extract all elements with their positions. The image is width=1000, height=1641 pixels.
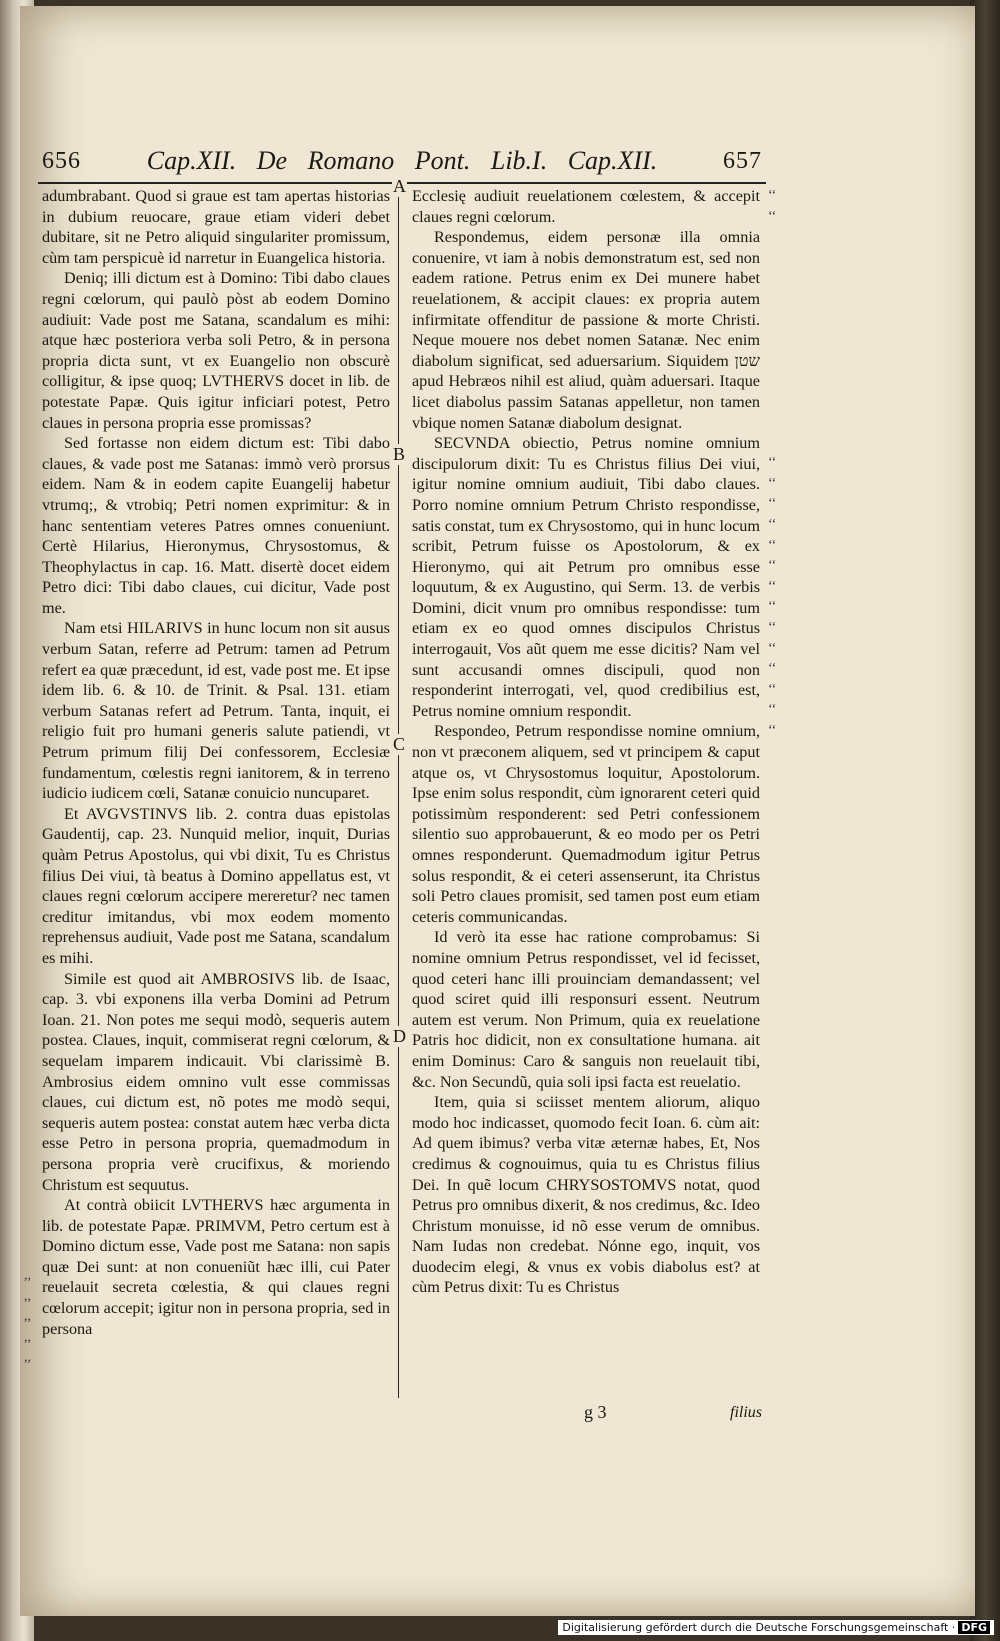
paragraph: adumbrabant. Quod si graue est tam apertas historias in dubium reuocare, graue etiam videri debet dubitare, sit ne Petro aliquid singulariter promissum, cùm tam perspicuè id narretur in Euangelica historia. <box>42 187 390 267</box>
paragraph: Nam etsi HILARIVS in hunc locum non sit ausus verbum Satan, referre ad Petrum: tamen ad Petrum refert ea quæ præcedunt, id est, vade post me. Et ipse idem lib. 6. & 10. de Trinit. & Psal. 131. etiam verbum Satanas refert ad Petrum. Tanta, inquit, ei religio fuit pro humani generis salute patiendi, vt Petrum primum filij Dei confessorem, Ecclesiæ fundamentum, cœlestis regni ianitorem, & in terreno iudicio iudicem cœli, Satanæ conuicio nuncuparet. <box>42 619 390 803</box>
section-marker-c: C <box>393 734 406 754</box>
left-column <box>42 186 390 1339</box>
dfg-logo: DFG <box>958 1621 990 1634</box>
paragraph: Sed fortasse non eidem dictum est: Tibi dabo claues, & vade post me Satanas: immò verò prorsus eidem. Nam & in eodem capite Euangelij habetur vtrumq;, & vtrobiq; Petri nomen exprimitur: & in hanc sententiam veteres Patres omnes conueniunt. Certè Hilarius, Hieronymus, Chrysostomus, & Theophylactus in cap. 16. Matt. disertè docet eidem Petro dici: Tibi dabo claues, cui dicitur, Vade post me. <box>42 434 390 617</box>
right-column <box>412 186 760 1298</box>
paragraph: Simile est quod ait AMBROSIVS lib. de Isaac, cap. 3. vbi exponens illa verba Domini ad Petrum Ioan. 21. Non potes me sequi modò, sequeris autem postea. Claues, inquit, commiserat regni cœlorum, & sequelam imparem indicauit. Vbi clarissimè B. Ambrosius eidem omnino vult esse commissas claues, cui dictum est, nõ potes me modò sequi, sequeris autem postea: constat autem hæc verba dicta esse Petro in persona propria, quemadmodum in persona propria verè crucifixus, & moriendo Christum est sequutus. <box>42 969 390 1194</box>
quotation-marks-right: ‘‘ ‘‘ ‘‘ ‘‘ ‘‘ ‘‘ ‘‘ ‘‘ ‘‘ ‘‘ ‘‘ ‘‘ ‘‘ ‘‘ ‘‘ ‘‘ <box>768 188 777 738</box>
paragraph: Ecclesię audiuit reuelationem cœlestem, & accepit claues regni cœlorum. <box>412 187 760 226</box>
paragraph: At contrà obiicit LVTHERVS hæc argumenta in lib. de potestate Papæ. PRIMVM, Petro certum est à Domino dictum esse, Vade post me Satana: non sapis quæ Dei sunt: at non conueniũt hæc illi, cui Pater reuelauit secreta cœlestia, & qui claues regni cœlorum accepit; igitur non in persona propria, sed in persona <box>42 1196 390 1338</box>
paragraph: Et AVGVSTINVS lib. 2. contra duas epistolas Gaudentij, cap. 23. Nunquid melior, inquit, Durias quàm Petrus Apostolus, qui vbi dixit, Tu es Christus filius Dei viui, tà beatus à Domino appellatus est, vt claues regni cœlorum accipere mereretur? nec tamen creditur imitandus, vbi mox eodem momento reprehensus audiuit, Vade post me Satana, scandalum es mihi. <box>42 804 390 967</box>
section-marker-a: A <box>393 176 406 196</box>
section-marker-b: B <box>393 444 406 464</box>
digitization-footer <box>558 1620 994 1635</box>
catchword: filius <box>730 1404 763 1421</box>
footer-text: Digitalisierung gefördert durch die Deutsche Forschungsgemeinschaft · <box>562 1621 956 1634</box>
paragraph: Id verò ita esse hac ratione comprobamus: Si nomine omnium Petrus respondisset, vel id fecisset, quod ceteri hanc illi prouinciam demandassent; vel quod sciret quid illi responsuri essent. Neutrum autem est verum. Non Primum, quia ex reuelatione Patris hoc didicit, non ex consultatione humana. ait enim Dominus: Caro & sanguis non reuelauit tibi, &c. Non Secundũ, quia soli ipsi facta est reuelatio. <box>412 928 760 1091</box>
paragraph: SECVNDA obiectio, Petrus nomine omnium discipulorum dixit: Tu es Christus filius Dei viui, igitur nomine omnium audiuit, Tibi dabo claues. Porro nomine omnium Petrum Christo respondisse, satis constat, tum ex Chrysostomo, qui in hunc locum scribit, Petrum fuisse os Apostolorum, & ex Hieronymo, qui ait Petrum pro omnibus esse loquutum, & ex Augustino, qui Serm. 13. de verbis Domini, dicit vnum pro omnibus respondisse: tum etiam ex eo quod omnes discipulos Christus interrogauit, Vos aũt quem me esse dicitis? Nam vel sunt accusandi omnes discipuli, quod non responderint interrogati, vel, quod credibilius est, Petrus nomine omnium respondit. <box>412 434 760 720</box>
signature-mark: g 3 <box>584 1402 607 1422</box>
paragraph: Item, quia si sciisset mentem aliorum, aliquo modo hoc indicasset, quomodo fecit Ioan. 6. cùm ait: Ad quem ibimus? verba vitæ æternæ habes, Et, Nos credimus & cognouimus, quia tu es Christus filius Dei. In quẽ locum CHRYSOSTOMVS notat, quod Petrus pro omnibus dixerit, & nos credimus, &c. Ideo Christum monuisse, id nõ esse verum de omnibus. Nam Iudas non credebat. Nónne ego, inquit, vos duodecim elegi, & vnus ex vobis diabolus est? at cùm Petrus dixit: Tu es Christus <box>412 1093 760 1297</box>
paragraph: Deniq; illi dictum est à Domino: Tibi dabo claues regni cœlorum, qui paulò pòst ab eodem Domino audiuit: Vade post me Satana, scandalum es mihi: atque hæc posteriora verba soli Petro, & in persona propria dicta sunt, vt ex Euangelio non obscurè colligitur, & ipse quoq; LVTHERVS docet in lib. de potestate Papæ. Quis igitur inficiari potest, Petro claues in persona propria esse promissas? <box>42 269 390 432</box>
page-number-right: 657 <box>723 148 762 174</box>
paragraph: Respondemus, eidem personæ illa omnia conuenire, vt iam à nobis demonstratum est, sed non eadem ratione. Petrus enim ex Dei munere habet reuelationem, & accipit claues: ex propria autem infirmitate offenditur de passione & morte Christi. Neque mouere nos debet nomen Satanæ. Nec enim diabolum significat, sed aduersarium. Siquidem שטן apud Hebræos nihil est aliud, quàm aduersari. Itaque licet diabolus passim Satanas appelletur, non tamen vbique nomen Satanæ diabolum designat. <box>412 228 760 432</box>
running-head: Cap.XII. De Romano Pont. Lib.I. Cap.XII. <box>146 146 658 175</box>
column-divider <box>398 186 399 1398</box>
page-number-left: 656 <box>42 148 81 174</box>
quotation-marks-left: ,, ,, ,, ,, ,, <box>24 1268 31 1366</box>
section-marker-d: D <box>393 1026 406 1046</box>
paragraph: Respondeo, Petrum respondisse nomine omnium, non vt præconem aliquem, sed vt principem & caput atque os, vt Chrysostomus loquitur, Apostolorum. Ipse enim solus respondit, cùm ignorarent ceteri quid potissimùm responderent: sed Petri confessionem silentio suo approbauerunt, & eo modo per os Petri omnes responderunt. Quemadmodum igitur Petrus solus respondit, & ei ceteri assenserunt, ita Christus soli Petro claues promisit, sed tamen post eum etiam ceteris communicandas. <box>412 722 760 926</box>
page-header <box>42 146 762 180</box>
